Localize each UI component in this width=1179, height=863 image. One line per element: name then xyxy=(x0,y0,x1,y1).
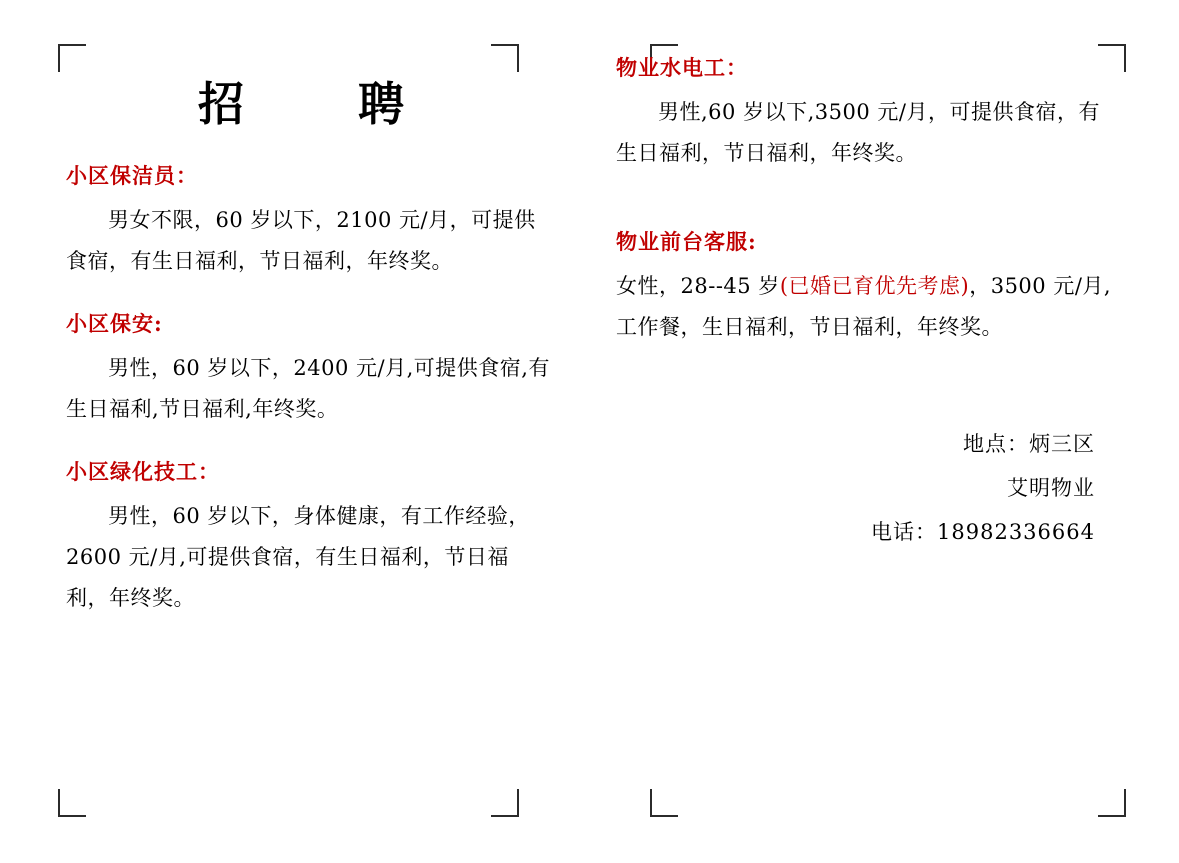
job-listing-security xyxy=(66,308,550,430)
poster-footer xyxy=(616,422,1119,554)
job-body-landscaping: 男性，60 岁以下，身体健康，有工作经验，2600 元/月,可提供食宿，有生日福利，节日福利，年终奖。 xyxy=(66,503,530,610)
footer-phone: 电话：18982336664 xyxy=(871,519,1095,544)
job-body-receptionist-highlight: (已婚已育优先考虑) xyxy=(779,273,970,298)
job-body-receptionist-part1: 女性，28--45 岁 xyxy=(616,273,780,298)
section-spacer xyxy=(616,200,1119,226)
job-title-electrician: 物业水电工： xyxy=(616,55,748,80)
job-listing-cleaner xyxy=(66,160,550,282)
job-title-security: 小区保安: xyxy=(66,310,163,336)
job-listing-electrician xyxy=(616,52,1119,174)
job-body-receptionist-part2: ，3500 元/月,工作餐，生日福利，节日福利，年终奖。 xyxy=(616,273,1112,339)
right-column xyxy=(590,0,1179,863)
job-body-cleaner: 男女不限，60 岁以下，2100 元/月，可提供食宿，有生日福利，节日福利，年终奖。 xyxy=(66,208,536,273)
job-title-landscaping: 小区绿化技工： xyxy=(66,458,220,484)
footer-location: 地点：炳三区 xyxy=(963,431,1095,456)
job-listing-receptionist xyxy=(616,226,1119,348)
job-listing-landscaping xyxy=(66,456,550,619)
job-body-receptionist xyxy=(616,266,1119,348)
job-body-security: 男性，60 岁以下，2400 元/月,可提供食宿,有生日福利,节日福利,年终奖。 xyxy=(66,355,550,421)
job-title-receptionist: 物业前台客服: xyxy=(616,228,757,254)
page-title: 招 聘 xyxy=(198,77,438,131)
job-body-electrician: 男性,60 岁以下,3500 元/月，可提供食宿，有生日福利，节日福利，年终奖。 xyxy=(616,100,1100,165)
job-title-cleaner: 小区保洁员： xyxy=(66,163,198,188)
footer-company: 艾明物业 xyxy=(1007,475,1095,500)
